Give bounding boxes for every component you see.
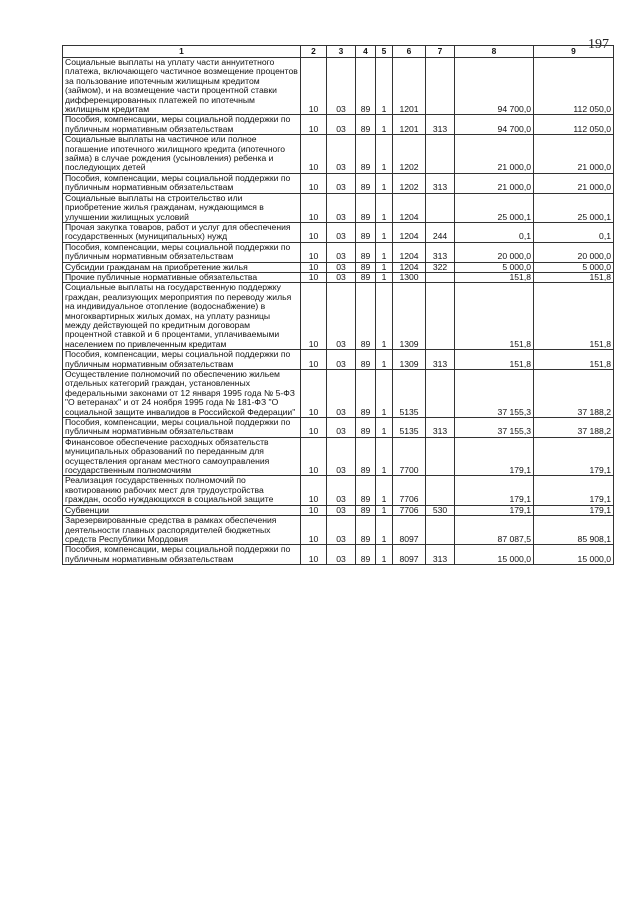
subprogram-code: 1 [376, 193, 393, 222]
table-row [63, 476, 614, 505]
amount-year-1: 15 000,0 [455, 545, 534, 565]
program-code: 89 [356, 418, 376, 438]
expense-type-code: 244 [426, 222, 455, 242]
column-header: 7 [426, 46, 455, 58]
table-row [63, 545, 614, 565]
row-name: Социальные выплаты на уплату части аннуитетного платежа, включающего частичное возмещение процентов за пользование ипотечным жилищным кредитом (займом), и на возмещение части процентной ставки дифференцированных платежей по ипотечным жилищным кредитам [63, 58, 301, 115]
target-code: 1202 [393, 173, 426, 193]
section-code: 10 [301, 115, 327, 135]
amount-year-1: 20 000,0 [455, 242, 534, 262]
program-code: 89 [356, 58, 376, 115]
amount-year-1: 87 087,5 [455, 516, 534, 545]
amount-year-1: 179,1 [455, 505, 534, 515]
subprogram-code: 1 [376, 272, 393, 282]
table-row [63, 283, 614, 350]
table-row [63, 58, 614, 115]
section-code: 10 [301, 437, 327, 476]
page-number: 197 [588, 37, 609, 52]
column-header: 4 [356, 46, 376, 58]
expense-type-code: 313 [426, 115, 455, 135]
subsection-code: 03 [327, 58, 356, 115]
amount-year-1: 94 700,0 [455, 115, 534, 135]
program-code: 89 [356, 135, 376, 174]
subsection-code: 03 [327, 516, 356, 545]
column-header: 9 [534, 46, 614, 58]
amount-year-2: 151,8 [534, 350, 614, 370]
amount-year-1: 21 000,0 [455, 173, 534, 193]
section-code: 10 [301, 516, 327, 545]
target-code: 5135 [393, 418, 426, 438]
row-name: Субсидии гражданам на приобретение жилья [63, 262, 301, 272]
amount-year-1: 0,1 [455, 222, 534, 242]
subprogram-code: 1 [376, 262, 393, 272]
row-name: Пособия, компенсации, меры социальной поддержки по публичным нормативным обязательствам [63, 350, 301, 370]
row-name: Субвенции [63, 505, 301, 515]
row-name: Реализация государственных полномочий по квотированию рабочих мест для трудоустройства граждан, особо нуждающихся в социальной защите [63, 476, 301, 505]
target-code: 1309 [393, 283, 426, 350]
expense-type-code [426, 437, 455, 476]
program-code: 89 [356, 222, 376, 242]
amount-year-2: 151,8 [534, 272, 614, 282]
amount-year-1: 37 155,3 [455, 370, 534, 418]
budget-table [62, 45, 614, 565]
subprogram-code: 1 [376, 58, 393, 115]
amount-year-1: 94 700,0 [455, 58, 534, 115]
column-header: 3 [327, 46, 356, 58]
column-header: 6 [393, 46, 426, 58]
subprogram-code: 1 [376, 370, 393, 418]
target-code: 1201 [393, 115, 426, 135]
target-code: 1309 [393, 350, 426, 370]
target-code: 7700 [393, 437, 426, 476]
subsection-code: 03 [327, 262, 356, 272]
target-code: 1202 [393, 135, 426, 174]
target-code: 7706 [393, 505, 426, 515]
amount-year-1: 25 000,1 [455, 193, 534, 222]
table-row [63, 115, 614, 135]
expense-type-code [426, 272, 455, 282]
program-code: 89 [356, 476, 376, 505]
expense-type-code: 530 [426, 505, 455, 515]
section-code: 10 [301, 222, 327, 242]
subsection-code: 03 [327, 370, 356, 418]
column-header: 1 [63, 46, 301, 58]
amount-year-1: 5 000,0 [455, 262, 534, 272]
section-code: 10 [301, 545, 327, 565]
expense-type-code: 313 [426, 350, 455, 370]
expense-type-code: 313 [426, 242, 455, 262]
amount-year-2: 37 188,2 [534, 418, 614, 438]
subsection-code: 03 [327, 222, 356, 242]
amount-year-2: 112 050,0 [534, 58, 614, 115]
table-row [63, 505, 614, 515]
section-code: 10 [301, 418, 327, 438]
program-code: 89 [356, 437, 376, 476]
row-name: Пособия, компенсации, меры социальной поддержки по публичным нормативным обязательствам [63, 418, 301, 438]
section-code: 10 [301, 350, 327, 370]
target-code: 7706 [393, 476, 426, 505]
subsection-code: 03 [327, 418, 356, 438]
section-code: 10 [301, 370, 327, 418]
amount-year-1: 21 000,0 [455, 135, 534, 174]
subprogram-code: 1 [376, 545, 393, 565]
amount-year-1: 151,8 [455, 350, 534, 370]
row-name: Пособия, компенсации, меры социальной поддержки по публичным нормативным обязательствам [63, 115, 301, 135]
expense-type-code: 313 [426, 418, 455, 438]
subsection-code: 03 [327, 115, 356, 135]
amount-year-1: 179,1 [455, 476, 534, 505]
table-row [63, 222, 614, 242]
table-row [63, 135, 614, 174]
subsection-code: 03 [327, 350, 356, 370]
target-code: 1201 [393, 58, 426, 115]
program-code: 89 [356, 350, 376, 370]
subsection-code: 03 [327, 505, 356, 515]
section-code: 10 [301, 193, 327, 222]
program-code: 89 [356, 516, 376, 545]
subsection-code: 03 [327, 283, 356, 350]
section-code: 10 [301, 173, 327, 193]
table-row [63, 262, 614, 272]
subprogram-code: 1 [376, 173, 393, 193]
subsection-code: 03 [327, 476, 356, 505]
column-header: 2 [301, 46, 327, 58]
row-name: Пособия, компенсации, меры социальной поддержки по публичным нормативным обязательствам [63, 173, 301, 193]
amount-year-2: 15 000,0 [534, 545, 614, 565]
amount-year-2: 179,1 [534, 476, 614, 505]
subsection-code: 03 [327, 272, 356, 282]
program-code: 89 [356, 115, 376, 135]
program-code: 89 [356, 370, 376, 418]
row-name: Прочие публичные нормативные обязательства [63, 272, 301, 282]
amount-year-2: 0,1 [534, 222, 614, 242]
target-code: 5135 [393, 370, 426, 418]
amount-year-1: 151,8 [455, 283, 534, 350]
program-code: 89 [356, 545, 376, 565]
amount-year-2: 21 000,0 [534, 173, 614, 193]
table-row [63, 418, 614, 438]
row-name: Прочая закупка товаров, работ и услуг для обеспечения государственных (муниципальных) нужд [63, 222, 301, 242]
table-row [63, 242, 614, 262]
table-row [63, 173, 614, 193]
section-code: 10 [301, 135, 327, 174]
subprogram-code: 1 [376, 350, 393, 370]
target-code: 1204 [393, 193, 426, 222]
table-row [63, 193, 614, 222]
section-code: 10 [301, 262, 327, 272]
expense-type-code [426, 476, 455, 505]
program-code: 89 [356, 505, 376, 515]
subsection-code: 03 [327, 437, 356, 476]
column-header: 8 [455, 46, 534, 58]
program-code: 89 [356, 173, 376, 193]
amount-year-2: 85 908,1 [534, 516, 614, 545]
target-code: 1300 [393, 272, 426, 282]
table-row [63, 272, 614, 282]
section-code: 10 [301, 58, 327, 115]
amount-year-1: 37 155,3 [455, 418, 534, 438]
expense-type-code [426, 58, 455, 115]
subsection-code: 03 [327, 545, 356, 565]
row-name: Социальные выплаты на частичное или полное погашение ипотечного жилищного кредита (ипотечного займа) в случае рождения (усыновления) ребенка и последующих детей [63, 135, 301, 174]
subprogram-code: 1 [376, 135, 393, 174]
amount-year-1: 151,8 [455, 272, 534, 282]
expense-type-code [426, 516, 455, 545]
target-code: 1204 [393, 262, 426, 272]
program-code: 89 [356, 272, 376, 282]
section-code: 10 [301, 476, 327, 505]
expense-type-code: 313 [426, 173, 455, 193]
subprogram-code: 1 [376, 283, 393, 350]
expense-type-code: 313 [426, 545, 455, 565]
program-code: 89 [356, 283, 376, 350]
amount-year-1: 179,1 [455, 437, 534, 476]
expense-type-code [426, 193, 455, 222]
amount-year-2: 112 050,0 [534, 115, 614, 135]
subprogram-code: 1 [376, 222, 393, 242]
table-row [63, 516, 614, 545]
row-name: Социальные выплаты на государственную поддержку граждан, реализующих мероприятия по переводу жилья на индивидуальное отопление (водоснабжение) в многоквартирных жилых домах, на уплату разницы между действующей по кредитным договорам процентной ставкой и 6 процентами, уплачиваемыми населением по привлеченным кредитам [63, 283, 301, 350]
subprogram-code: 1 [376, 437, 393, 476]
column-header: 5 [376, 46, 393, 58]
amount-year-2: 179,1 [534, 437, 614, 476]
row-name: Осуществление полномочий по обеспечению жильем отдельных категорий граждан, установленных федеральными законами от 12 января 1995 года № 5-ФЗ "О ветеранах" и от 24 ноября 1995 года № 181-ФЗ "О социальной защите инвалидов в Российской Федерации" [63, 370, 301, 418]
subprogram-code: 1 [376, 505, 393, 515]
row-name: Зарезервированные средства в рамках обеспечения деятельности главных распорядителей бюджетных средств Республики Мордовия [63, 516, 301, 545]
subprogram-code: 1 [376, 115, 393, 135]
row-name: Пособия, компенсации, меры социальной поддержки по публичным нормативным обязательствам [63, 242, 301, 262]
section-code: 10 [301, 272, 327, 282]
amount-year-2: 5 000,0 [534, 262, 614, 272]
target-code: 8097 [393, 516, 426, 545]
table-row [63, 350, 614, 370]
program-code: 89 [356, 242, 376, 262]
expense-type-code [426, 370, 455, 418]
subsection-code: 03 [327, 193, 356, 222]
subprogram-code: 1 [376, 516, 393, 545]
amount-year-2: 21 000,0 [534, 135, 614, 174]
amount-year-2: 179,1 [534, 505, 614, 515]
program-code: 89 [356, 262, 376, 272]
subsection-code: 03 [327, 242, 356, 262]
subprogram-code: 1 [376, 476, 393, 505]
amount-year-2: 25 000,1 [534, 193, 614, 222]
amount-year-2: 20 000,0 [534, 242, 614, 262]
section-code: 10 [301, 242, 327, 262]
amount-year-2: 151,8 [534, 283, 614, 350]
expense-type-code [426, 283, 455, 350]
table-row [63, 370, 614, 418]
subprogram-code: 1 [376, 418, 393, 438]
subprogram-code: 1 [376, 242, 393, 262]
program-code: 89 [356, 193, 376, 222]
subsection-code: 03 [327, 135, 356, 174]
target-code: 1204 [393, 242, 426, 262]
header-row [63, 46, 614, 58]
expense-type-code: 322 [426, 262, 455, 272]
expense-type-code [426, 135, 455, 174]
target-code: 1204 [393, 222, 426, 242]
row-name: Финансовое обеспечение расходных обязательств муниципальных образований по переданным для осуществления органам местного самоуправления государственным полномочиям [63, 437, 301, 476]
table-row [63, 437, 614, 476]
row-name: Пособия, компенсации, меры социальной поддержки по публичным нормативным обязательствам [63, 545, 301, 565]
target-code: 8097 [393, 545, 426, 565]
section-code: 10 [301, 283, 327, 350]
subsection-code: 03 [327, 173, 356, 193]
row-name: Социальные выплаты на строительство или приобретение жилья гражданам, нуждающимся в улучшении жилищных условий [63, 193, 301, 222]
section-code: 10 [301, 505, 327, 515]
amount-year-2: 37 188,2 [534, 370, 614, 418]
